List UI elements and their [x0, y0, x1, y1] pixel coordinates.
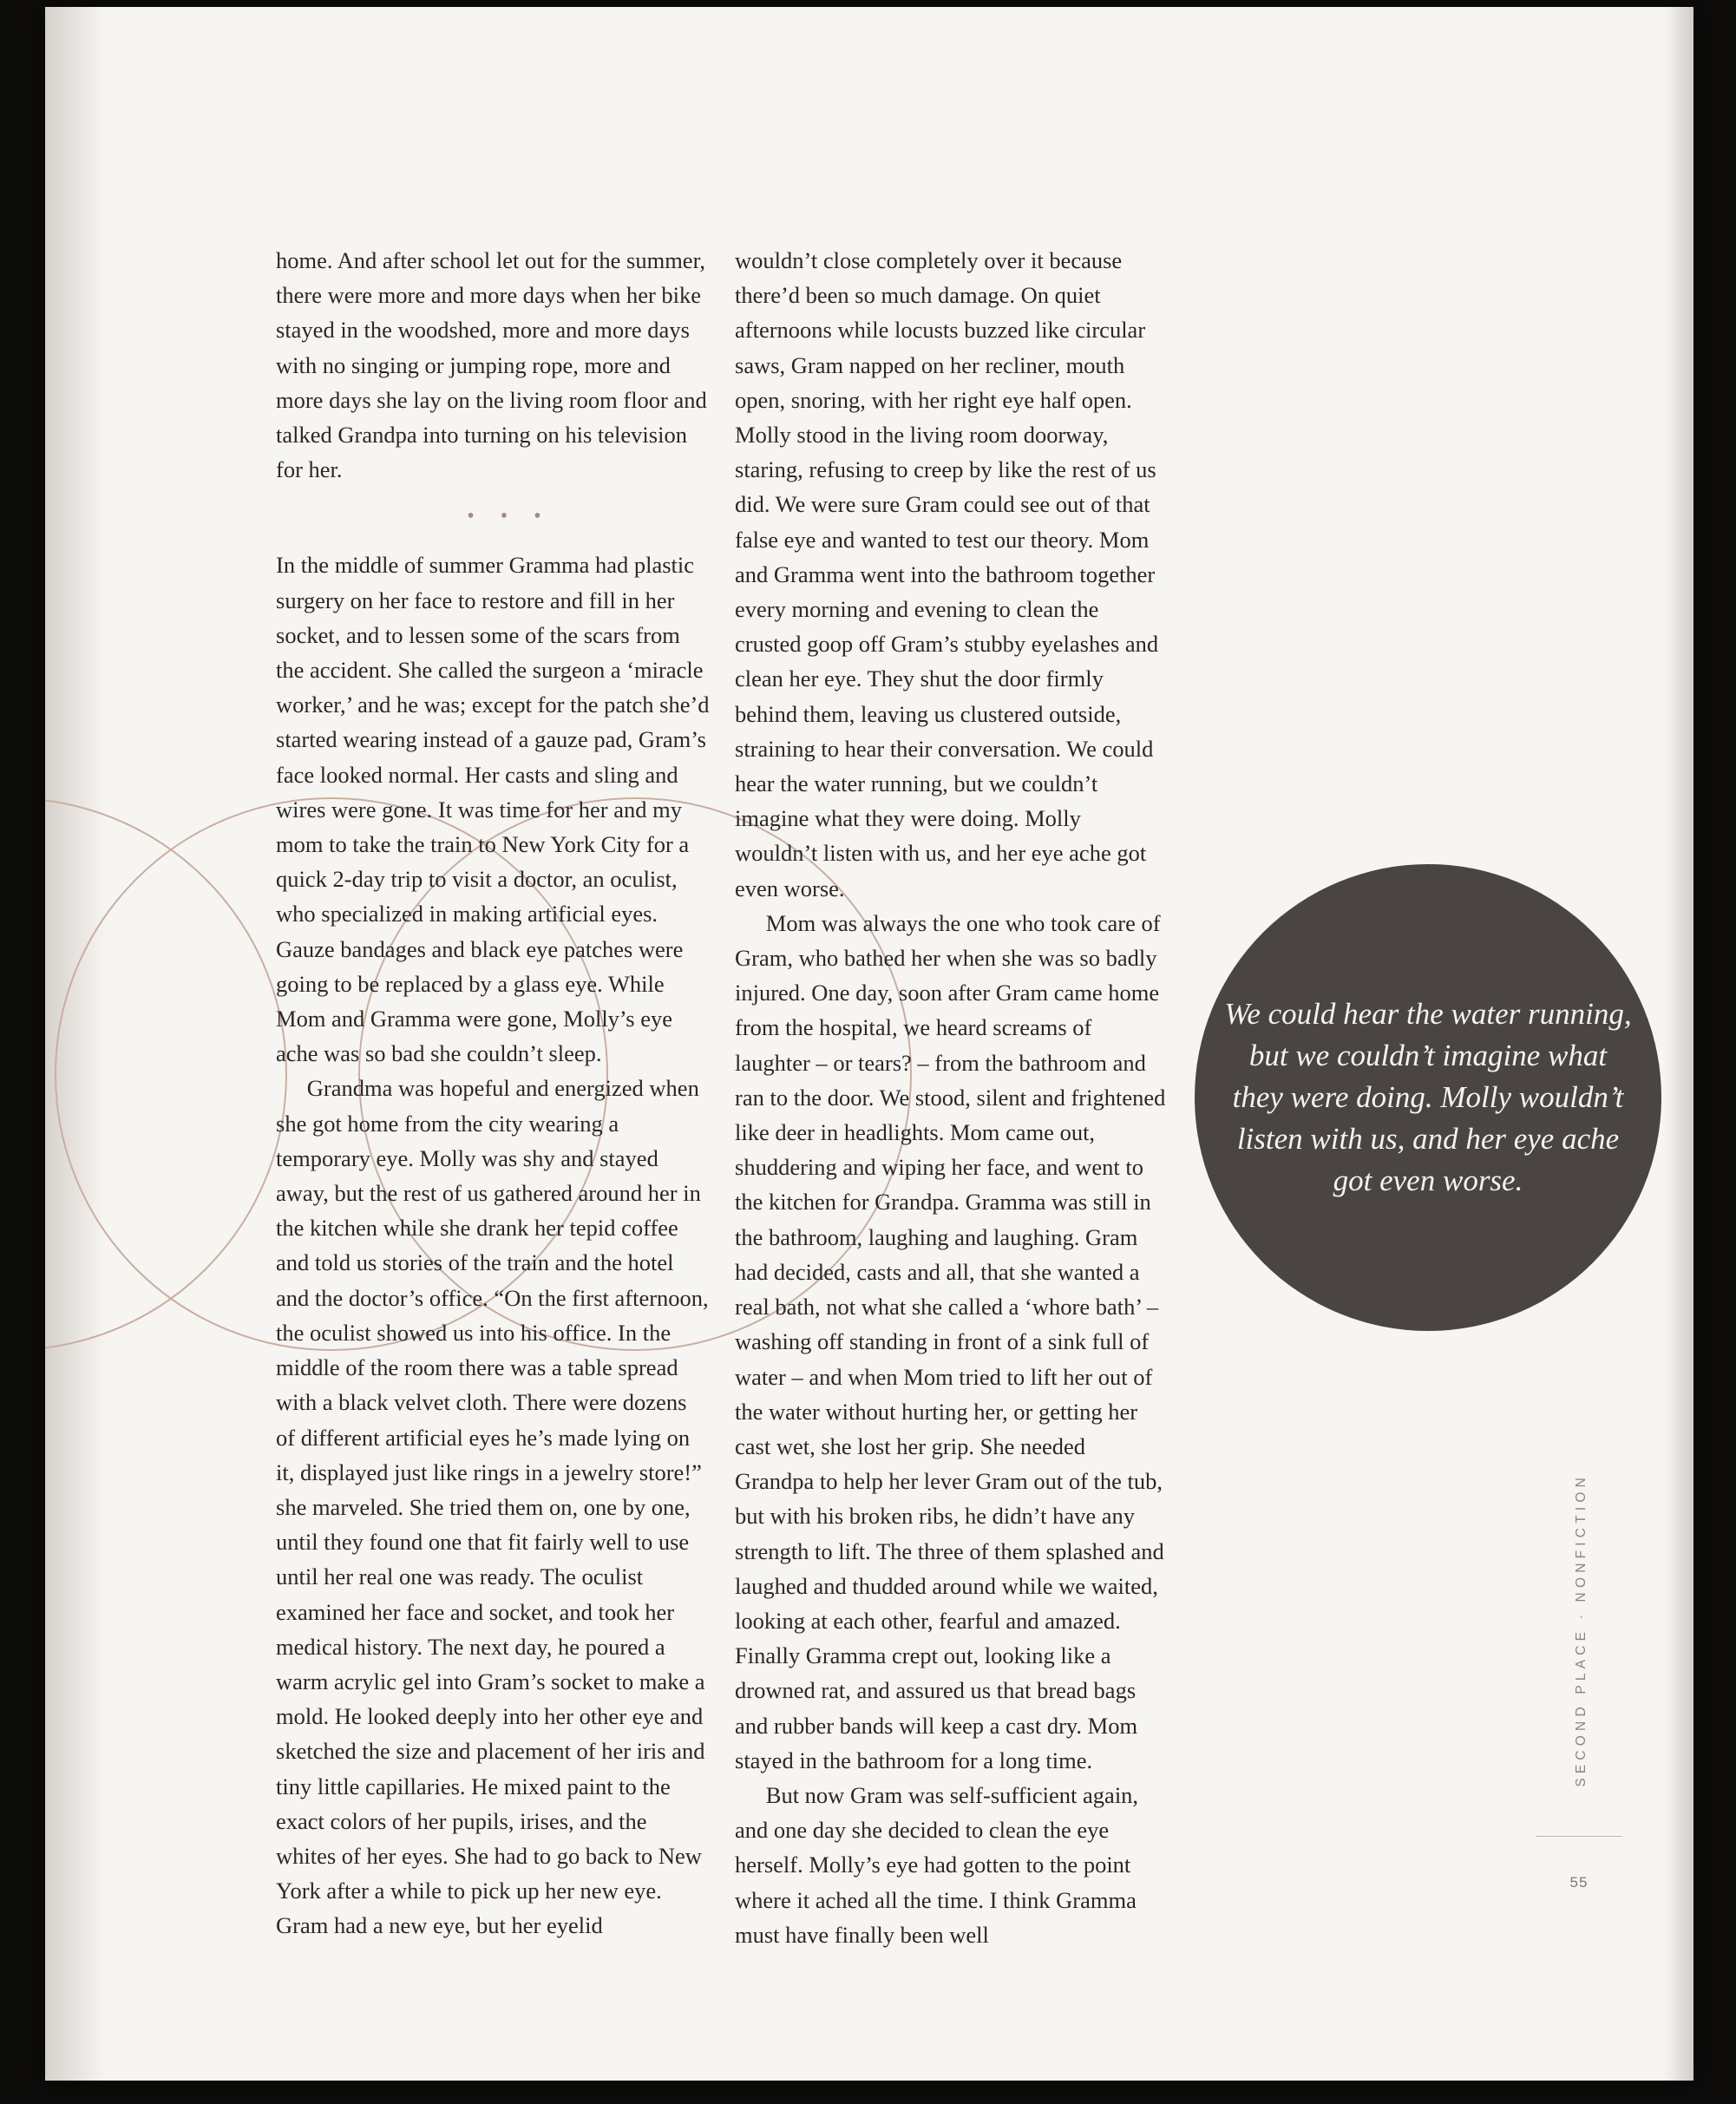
running-head: SECOND PLACE · NONFICTION: [1574, 1473, 1589, 1787]
page-content: [45, 7, 1693, 2081]
text-column-left: [276, 243, 710, 1943]
paragraph: Gram had a new eye, but her eyelid: [276, 1912, 603, 1939]
paragraph: home. And after school let out for the summer, there were more and more days when her bike stayed in the woodshed, more and more days with no singing or jumping rope, more and more days she lay on the living room floor and talked Grandpa into turning on his television for her.: [276, 247, 707, 483]
folio-rule: [1536, 1836, 1622, 1837]
text-column-right: [735, 243, 1169, 1952]
section-ornament: • • •: [467, 505, 552, 528]
pull-quote-text: We could hear the water running, but we couldn’t imagine what they were doing. Molly wouldn’t listen with us, and her eye ache got even worse.: [1224, 997, 1632, 1197]
paragraph: In the middle of summer Gramma had plastic surgery on her face to restore and fill in her socket, and to lessen some of the scars from the accident. She called the surgeon a ‘miracle worker,’ and he was; except for the patch she’d started wearing instead of a gauze pad, Gram’s face looked normal. Her casts and sling and wires were gone. It was time for her and my mom to take the train to New York City for a quick 2-day trip to visit a doctor, an oculist, who specialized in making artificial eyes. Gauze bandages and black eye patches were going to be replaced by a glass eye. While Mom and Gramma were gone, Molly’s eye ache was so bad she couldn’t sleep.: [276, 552, 710, 1067]
pull-quote: [1195, 864, 1661, 1331]
paragraph: Grandma was hopeful and energized when she got home from the city wearing a temporary eye. Molly was shy and stayed away, but the rest of us gathered around her in the kitchen while she drank her tepid coffee and told us stories of the train and the hotel and the doctor’s office. “On the first afternoon, the oculist showed us into his office. In the middle of the room there was a table spread with a black velvet cloth. There were dozens of different artificial eyes he’s made lying on it, displayed just like rings in a jewelry store!” she marveled. She tried them on, one by one, until they found one that fit fairly well to use until her real one was ready. The oculist examined her face and socket, and took her medical history. The next day, he poured a warm acrylic gel into Gram’s socket to make a mold. He looked deeply into her other eye and sketched the size and placement of her iris and tiny little capillaries. He mixed paint to the exact colors of her pupils, irises, and the whites of her eyes. She had to go back to New York after a while to pick up her new eye.: [276, 1075, 709, 1904]
book-page: [45, 7, 1693, 2081]
paragraph: But now Gram was self-sufficient again, and one day she decided to clean the eye herself. Molly’s eye had gotten to the point where it ached all the time. I think Gramma must have finally been well: [735, 1781, 1139, 1948]
page-number: 55: [1569, 1874, 1589, 1891]
paragraph: wouldn’t close completely over it because there’d been so much damage. On quiet afternoons while locusts buzzed like circular saws, Gram napped on her recliner, mouth open, snoring, with her right eye half open. Molly stood in the living room doorway, staring, refusing to creep by like the rest of us did. We were sure Gram could see out of that false eye and wanted to test our theory. Mom and Gramma went into the bathroom together every morning and evening to clean the crusted goop off Gram’s stubby eyelashes and clean her eye. They shut the door firmly behind them, leaving us clustered outside, straining to hear their conversation. We could hear the water running, but we couldn’t imagine what they were doing. Molly wouldn’t listen with us, and her eye ache got even worse.: [735, 247, 1159, 901]
paragraph: Mom was always the one who took care of Gram, who bathed her when she was so badly injured. One day, soon after Gram came home from the hospital, we heard screams of laughter – or tears? – from the bathroom and ran to the door. We stood, silent and frightened like deer in headlights. Mom came out, shuddering and wiping her face, and went to the kitchen for Grandpa. Gramma was still in the bathroom, laughing and laughing. Gram had decided, casts and all, that she wanted a real bath, not what she called a ‘whore bath’ – washing off standing in front of a sink full of water – and when Mom tried to lift her out of the water without hurting her, or getting her cast wet, she lost her grip. She needed Grandpa to help her lever Gram out of the tub, but with his broken ribs, he didn’t have any strength to lift. The three of them splashed and laughed and thudded around while we waited, looking at each other, fearful and amazed. Finally Gramma crept out, looking like a drowned rat, and assured us that bread bags and rubber bands will keep a cast dry. Mom stayed in the bathroom for a long time.: [735, 909, 1166, 1773]
